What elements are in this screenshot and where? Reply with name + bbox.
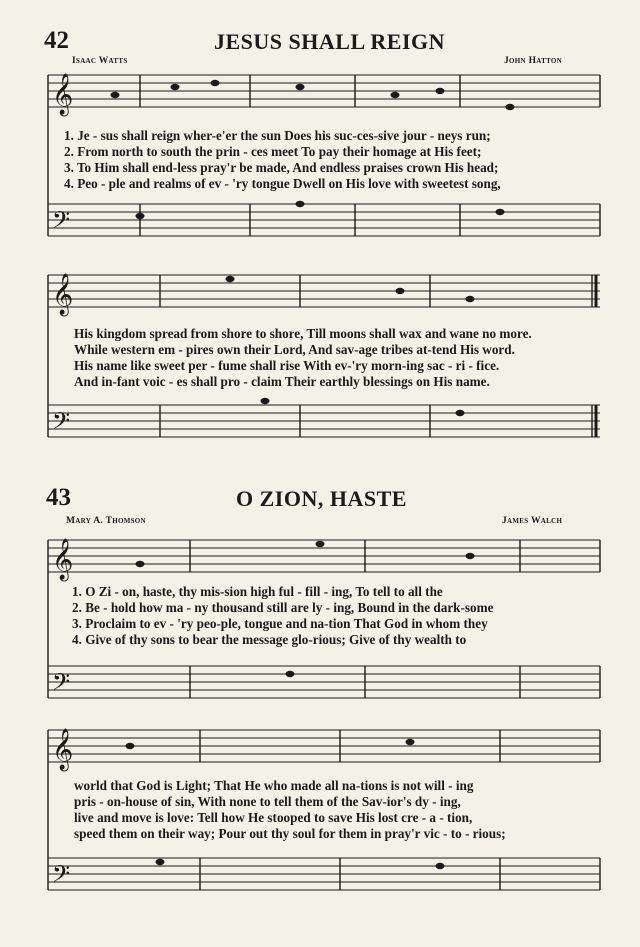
words-credit: Mary A. Thomson [66, 516, 146, 526]
verse-lyrics [74, 326, 532, 390]
hymn-title: O ZION, HASTE [236, 486, 407, 511]
note-heads [111, 80, 515, 869]
verse-lyrics [74, 778, 506, 842]
hymn-number: 42 [44, 27, 69, 54]
hymn-title: JESUS SHALL REIGN [214, 29, 446, 54]
hymn-number: 43 [46, 484, 71, 511]
bar-lines [48, 75, 600, 890]
lyric-line: 3. Proclaim to ev - 'ry peo-ple, tongue and na-tion That God in whom they [72, 616, 488, 631]
svg-text:𝄞: 𝄞 [52, 74, 74, 115]
lyric-line: 4. Give of thy sons to bear the message glo-rious; Give of thy wealth to [72, 632, 467, 647]
lyric-line: His kingdom spread from shore to shore, Till moons shall wax and wane no more. [74, 326, 532, 341]
staff-lines [48, 75, 600, 890]
lyric-line: 1. Je - sus shall reign wher-e'er the sun Does his suc-ces-sive jour - neys run; [64, 128, 491, 143]
lyric-line: pris - on-house of sin, With none to tell them of the Sav-ior's dy - ing, [74, 794, 461, 809]
verse-lyrics [72, 584, 493, 648]
verse-lyrics [64, 128, 501, 192]
lyric-line: 4. Peo - ple and realms of ev - 'ry tongue Dwell on His love with sweetest song, [64, 176, 501, 191]
lyric-line: 2. Be - hold how ma - ny thousand still are ly - ing, Bound in the dark-some [72, 600, 494, 615]
svg-text:𝄞: 𝄞 [52, 539, 74, 580]
lyric-line: 2. From north to south the prin - ces meet To pay their homage at His feet; [64, 144, 482, 159]
svg-text:𝄢: 𝄢 [52, 668, 71, 701]
svg-text:𝄢: 𝄢 [52, 407, 71, 440]
svg-text:𝄢: 𝄢 [52, 206, 71, 239]
music-credit: John Hatton [504, 56, 563, 66]
svg-text:𝄞: 𝄞 [52, 274, 74, 315]
lyric-line: His name like sweet per - fume shall rise With ev-'ry morn-ing sac - ri - fice. [74, 358, 500, 373]
lyric-line: And in-fant voic - es shall pro - claim Their earthly blessings on His name. [74, 374, 490, 389]
lyric-line: speed them on their way; Pour out thy soul for them in pray'r vic - to - rious; [74, 826, 506, 841]
music-credit: James Walch [502, 516, 563, 526]
clef-icons [52, 73, 73, 893]
words-credit: Isaac Watts [72, 56, 128, 66]
svg-text:𝄞: 𝄞 [52, 729, 74, 770]
lyric-line: world that God is Light; That He who made all na-tions is not will - ing [74, 778, 474, 793]
lyric-line: 3. To Him shall end-less pray'r be made, And endless praises crown His head; [64, 160, 499, 175]
lyric-line: While western em - pires own their Lord, And sav-age tribes at-tend His word. [74, 342, 515, 357]
lyric-line: live and move is love: Tell how He stooped to save His lost cre - a - tion, [74, 810, 473, 825]
svg-text:𝄢: 𝄢 [52, 860, 71, 893]
lyric-line: 1. O Zi - on, haste, thy mis-sion high ful - fill - ing, To tell to all the [72, 584, 443, 599]
